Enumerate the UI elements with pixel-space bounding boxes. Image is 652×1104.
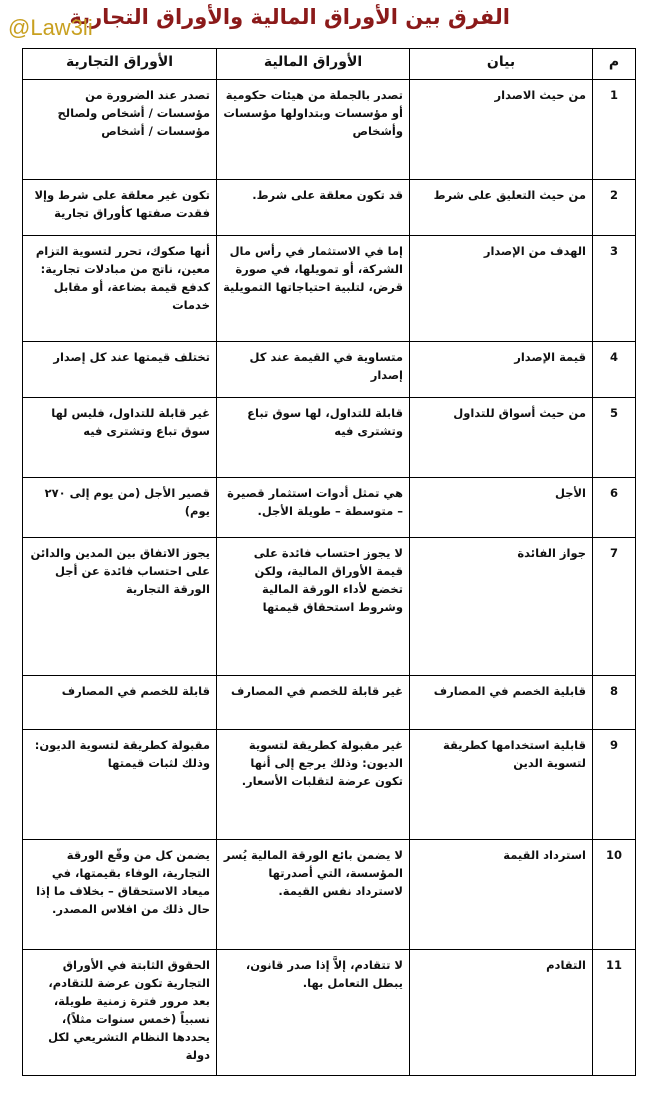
row-aspect: جواز الفائدة (410, 538, 593, 676)
header-row (23, 49, 636, 80)
row-number: 4 (593, 342, 636, 398)
row-commercial: غير قابلة للتداول، فليس لها سوق تباع وتشترى فيه (23, 398, 217, 478)
row-financial: لا يضمن بائع الورقة المالية يُسر المؤسسة، التي أصدرتها لاسترداد نفس القيمة. (217, 840, 410, 950)
table-row (23, 538, 636, 676)
row-aspect: قابلية استخدامها كطريقة لتسوية الدين (410, 730, 593, 840)
row-commercial: يضمن كل من وقّع الورقة التجارية، الوفاء بقيمتها، في ميعاد الاستحقاق – بخلاف ما إذا حال ذلك من افلاس المصدر. (23, 840, 217, 950)
row-commercial: الحقوق الثابتة في الأوراق التجارية تكون عرضة للتقادم، بعد مرور فترة زمنية طويلة، نسبياً (خمس سنوات مثلاً)، يحددها النظام التشريعي لكل دولة (23, 950, 217, 1076)
row-financial: لا تتقادم، إلاَّ إذا صدر قانون، يبطل التعامل بها. (217, 950, 410, 1076)
page-title: الفرق بين الأوراق المالية والأوراق التجارية (69, 5, 510, 29)
table-row (23, 478, 636, 538)
table-row (23, 236, 636, 342)
row-financial: متساوية في القيمة عند كل إصدار (217, 342, 410, 398)
row-financial: تصدر بالجملة من هيئات حكومية أو مؤسسات وبتداولها مؤسسات وأشخاص (217, 80, 410, 180)
row-aspect: استرداد القيمة (410, 840, 593, 950)
row-commercial: تصدر عند الضرورة من مؤسسات / أشخاص ولصالح مؤسسات / أشخاص (23, 80, 217, 180)
row-commercial: أنها صكوك، تحرر لتسوية التزام معين، ناتج من مبادلات تجارية: كدفع قيمة بضاعة، أو مقابل خدمات (23, 236, 217, 342)
row-number: 6 (593, 478, 636, 538)
row-commercial: تكون غير معلقة على شرط وإلا فقدت صفتها كأوراق تجارية (23, 180, 217, 236)
table-row (23, 676, 636, 730)
row-number: 8 (593, 676, 636, 730)
row-commercial: قابلة للخصم في المصارف (23, 676, 217, 730)
row-number: 5 (593, 398, 636, 478)
row-number: 7 (593, 538, 636, 676)
row-financial: غير قابلة للخصم في المصارف (217, 676, 410, 730)
row-aspect: من حيث الاصدار (410, 80, 593, 180)
row-number: 1 (593, 80, 636, 180)
table-row (23, 80, 636, 180)
row-commercial: مقبولة كطريقة لتسوية الديون: وذلك لثبات قيمتها (23, 730, 217, 840)
row-aspect: قيمة الإصدار (410, 342, 593, 398)
row-aspect: من حيث أسواق للتداول (410, 398, 593, 478)
comparison-table (22, 48, 636, 1076)
row-aspect: التقادم (410, 950, 593, 1076)
header-aspect: بيان (410, 49, 593, 80)
row-aspect: قابلية الخصم في المصارف (410, 676, 593, 730)
row-financial: لا يجوز احتساب فائدة على قيمة الأوراق المالية، ولكن تخضع لأداء الورقة المالية وشروط استحقاق قيمتها (217, 538, 410, 676)
table-row (23, 180, 636, 236)
row-aspect: الهدف من الإصدار (410, 236, 593, 342)
row-aspect: الأجل (410, 478, 593, 538)
table-row (23, 730, 636, 840)
table-row (23, 398, 636, 478)
row-aspect: من حيث التعليق على شرط (410, 180, 593, 236)
row-number: 11 (593, 950, 636, 1076)
row-commercial: قصير الأجل (من يوم إلى ٢٧٠ يوم) (23, 478, 217, 538)
header-num: م (593, 49, 636, 80)
row-financial: هي تمثل أدوات استثمار قصيرة – متوسطة – طويلة الأجل. (217, 478, 410, 538)
row-financial: قد تكون معلقة على شرط. (217, 180, 410, 236)
row-number: 3 (593, 236, 636, 342)
row-number: 10 (593, 840, 636, 950)
row-commercial: تختلف قيمتها عند كل إصدار (23, 342, 217, 398)
row-number: 2 (593, 180, 636, 236)
table-row (23, 950, 636, 1076)
header-financial: الأوراق المالية (217, 49, 410, 80)
row-financial: قابلة للتداول، لها سوق تباع وتشترى فيه (217, 398, 410, 478)
table-row (23, 342, 636, 398)
table-row (23, 840, 636, 950)
row-financial: إما في الاستثمار في رأس مال الشركة، أو تمويلها، في صورة قرض، لتلبية احتياجاتها التمويلية (217, 236, 410, 342)
header-commercial: الأوراق التجارية (23, 49, 217, 80)
row-commercial: يجوز الاتفاق بين المدين والدائن على احتساب فائدة عن أجل الورقة التجارية (23, 538, 217, 676)
row-financial: غير مقبولة كطريقة لتسوية الديون: وذلك يرجع إلى أنها تكون عرضة لتقلبات الأسعار. (217, 730, 410, 840)
author-handle: @Law3li (8, 15, 93, 40)
row-number: 9 (593, 730, 636, 840)
